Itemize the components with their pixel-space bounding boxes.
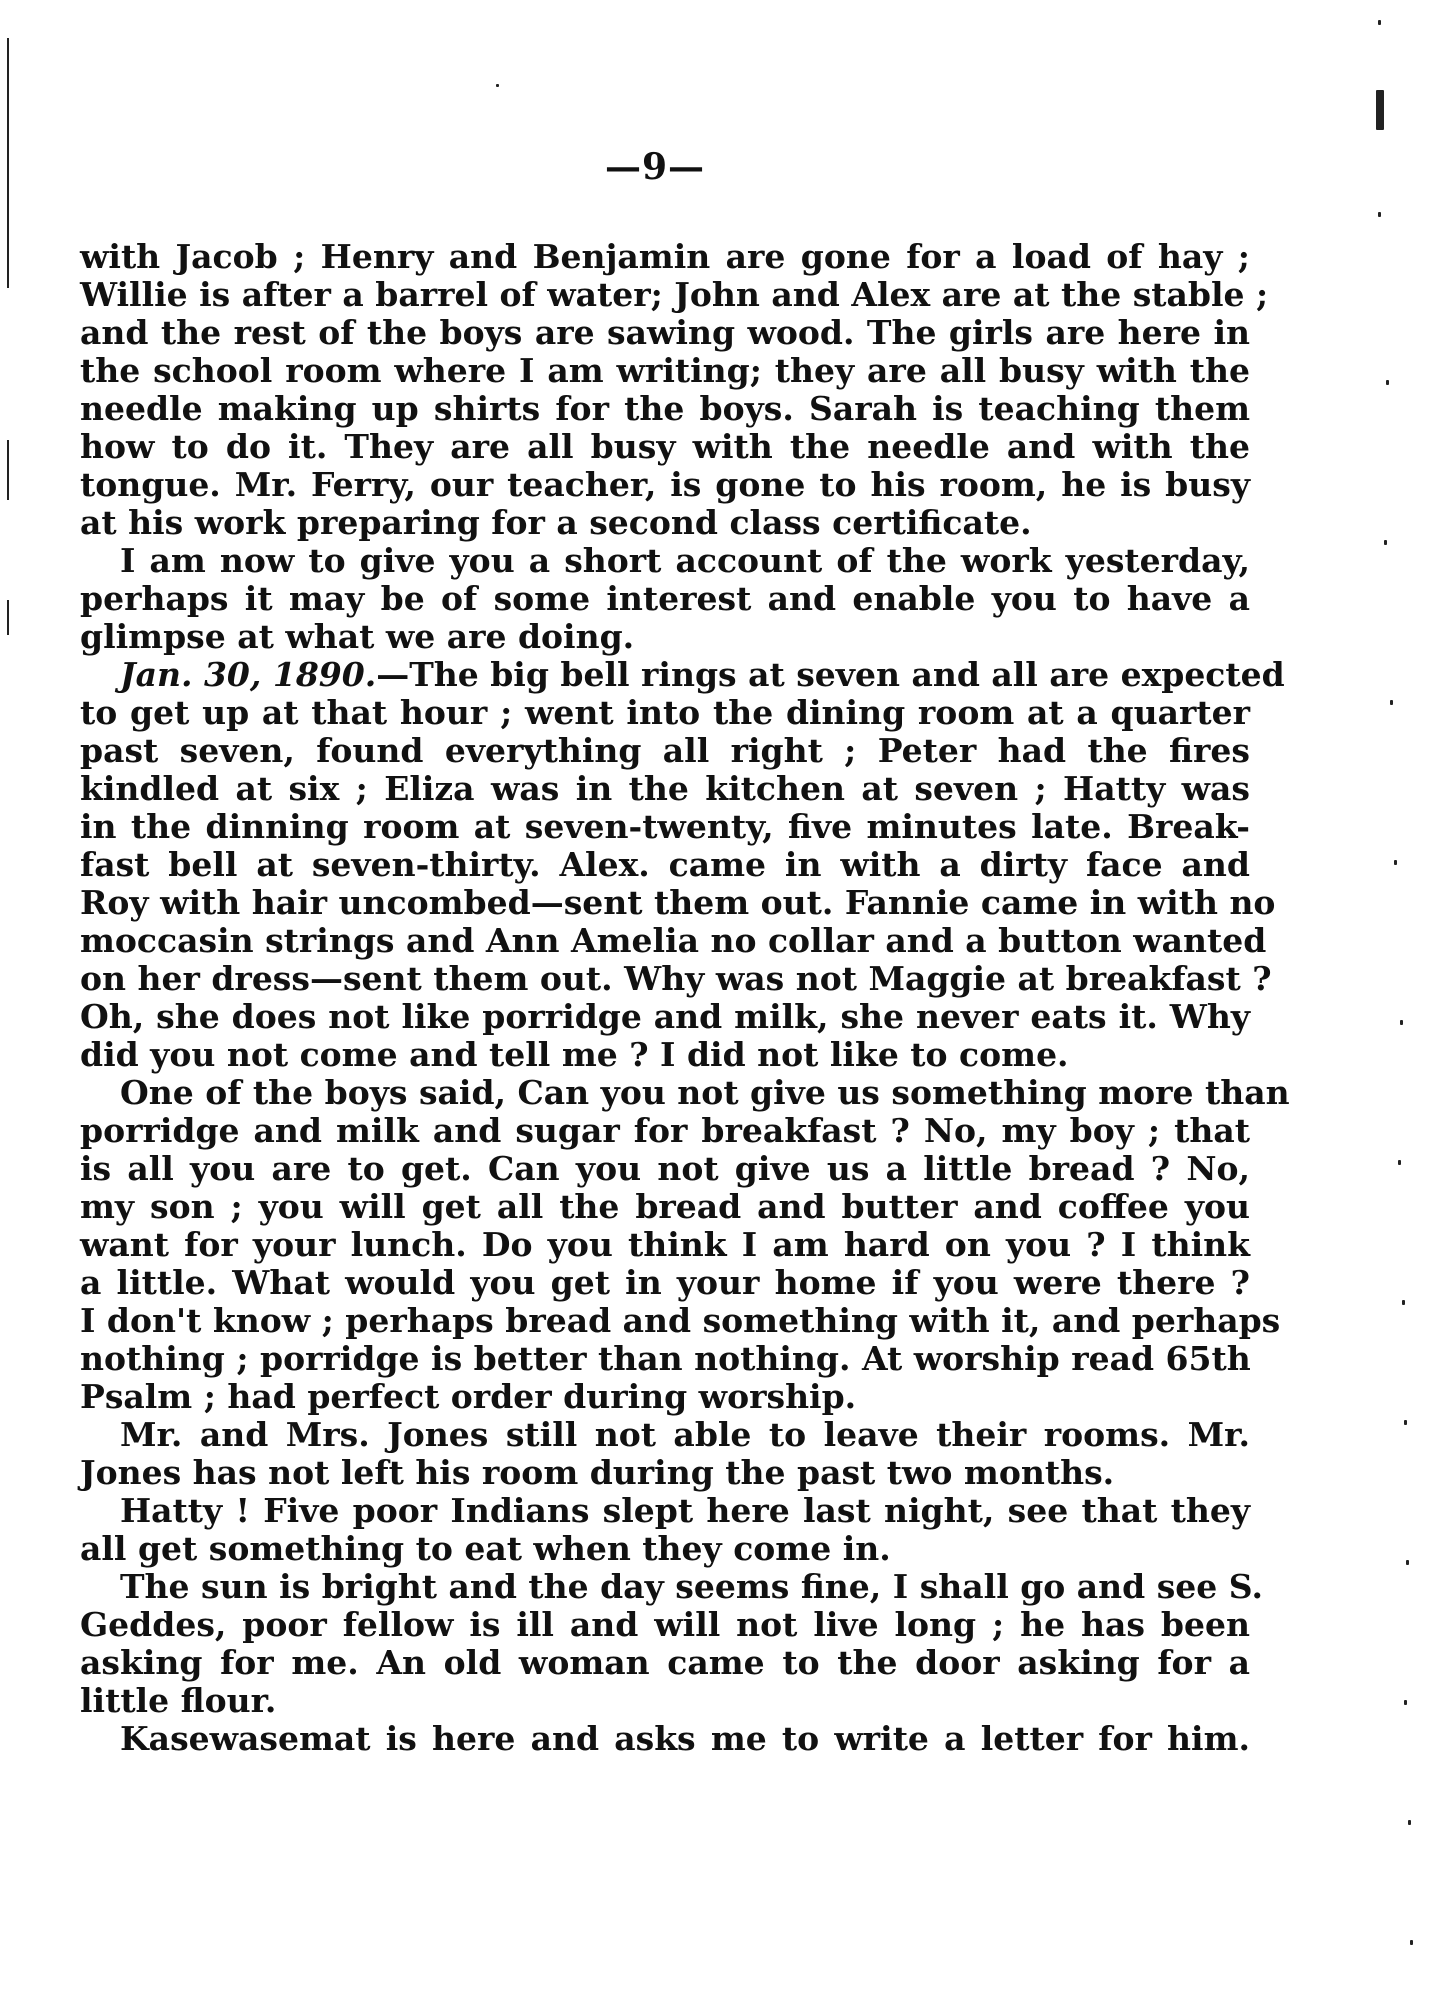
text-line: want for your lunch. Do you think I am hard on you ? I think xyxy=(80,1225,1250,1264)
scan-edge-mark xyxy=(7,600,9,635)
text-line: Oh, she does not like porridge and milk, she never eats it. Why xyxy=(80,997,1250,1036)
text-line: Willie is after a barrel of water; John and Alex are at the stable ; xyxy=(80,275,1269,314)
text-line: porridge and milk and sugar for breakfast ? No, my boy ; that xyxy=(80,1111,1250,1150)
text-line: Hatty ! Five poor Indians slept here last night, see that they xyxy=(120,1491,1250,1530)
text-line: and the rest of the boys are sawing wood. The girls are here in xyxy=(80,313,1250,352)
text-line: tongue. Mr. Ferry, our teacher, is gone to his room, he is busy xyxy=(80,465,1250,504)
text-line: One of the boys said, Can you not give us something more than xyxy=(120,1073,1290,1112)
text-line: kindled at six ; Eliza was in the kitchen at seven ; Hatty was xyxy=(80,769,1250,808)
scan-speck xyxy=(1390,700,1393,705)
scan-speck xyxy=(1406,1560,1409,1565)
scan-speck xyxy=(1376,90,1384,130)
text-line: did you not come and tell me ? I did not like to come. xyxy=(80,1035,1069,1074)
text-line: a little. What would you get in your home if you were there ? xyxy=(80,1263,1250,1302)
text-line: at his work preparing for a second class certificate. xyxy=(80,503,1032,542)
scan-speck xyxy=(1404,1700,1407,1705)
text-line: with Jacob ; Henry and Benjamin are gone for a load of hay ; xyxy=(80,237,1250,276)
scan-speck xyxy=(1402,1300,1405,1305)
scan-speck xyxy=(496,84,499,87)
text-line: glimpse at what we are doing. xyxy=(80,617,635,656)
text-line: I don't know ; perhaps bread and something with it, and perhaps xyxy=(80,1301,1281,1340)
scan-speck xyxy=(1400,1020,1403,1025)
scan-edge-mark xyxy=(7,440,9,500)
text-line: asking for me. An old woman came to the door asking for a xyxy=(80,1643,1250,1682)
scan-speck xyxy=(1410,1940,1413,1945)
entry-date: Jan. 30, 1890. xyxy=(120,655,377,694)
text-line: I am now to give you a short account of the work yesterday, xyxy=(120,541,1250,580)
scan-speck xyxy=(1378,212,1381,217)
scan-speck xyxy=(1386,380,1389,385)
text-line: my son ; you will get all the bread and butter and coffee you xyxy=(80,1187,1250,1226)
text-line: moccasin strings and Ann Amelia no collar and a button wanted xyxy=(80,921,1267,960)
text-line: needle making up shirts for the boys. Sarah is teaching them xyxy=(80,389,1250,428)
scan-speck xyxy=(1378,20,1381,25)
text-line: how to do it. They are all busy with the needle and with the xyxy=(80,427,1250,466)
text-line: nothing ; porridge is better than nothing. At worship read 65th xyxy=(80,1339,1251,1378)
text-line: Mr. and Mrs. Jones still not able to leave their rooms. Mr. xyxy=(120,1415,1250,1454)
scan-speck xyxy=(1384,540,1387,545)
scan-speck xyxy=(1398,1160,1401,1165)
text-line: Jones has not left his room during the past two months. xyxy=(80,1453,1115,1492)
text-line: Kasewasemat is here and asks me to write a letter for him. xyxy=(120,1719,1250,1758)
scan-speck xyxy=(1408,1820,1411,1825)
text-line-content: —The big bell rings at seven and all are expected xyxy=(376,655,1285,694)
page-number: —9— xyxy=(604,146,706,188)
text-line: Psalm ; had perfect order during worship. xyxy=(80,1377,857,1416)
text-line: Geddes, poor fellow is ill and will not live long ; he has been xyxy=(80,1605,1250,1644)
text-line xyxy=(80,655,1285,694)
text-line: Roy with hair uncombed—sent them out. Fannie came in with no xyxy=(80,883,1276,922)
body-text xyxy=(80,237,1290,1758)
text-line: little flour. xyxy=(80,1681,277,1720)
text-line: perhaps it may be of some interest and enable you to have a xyxy=(80,579,1250,618)
scan-speck xyxy=(1404,1420,1407,1425)
text-line: The sun is bright and the day seems fine, I shall go and see S. xyxy=(120,1567,1263,1606)
text-line: on her dress—sent them out. Why was not Maggie at breakfast ? xyxy=(80,959,1272,998)
text-line: past seven, found everything all right ; Peter had the fires xyxy=(80,731,1250,770)
text-line: to get up at that hour ; went into the dining room at a quarter xyxy=(80,693,1250,732)
text-line: fast bell at seven-thirty. Alex. came in with a dirty face and xyxy=(80,845,1250,884)
text-line: in the dinning room at seven-twenty, five minutes late. Break- xyxy=(80,807,1250,846)
text-line: the school room where I am writing; they are all busy with the xyxy=(80,351,1250,390)
scan-speck xyxy=(1394,860,1397,865)
text-line: all get something to eat when they come in. xyxy=(80,1529,891,1568)
text-line: is all you are to get. Can you not give us a little bread ? No, xyxy=(80,1149,1250,1188)
